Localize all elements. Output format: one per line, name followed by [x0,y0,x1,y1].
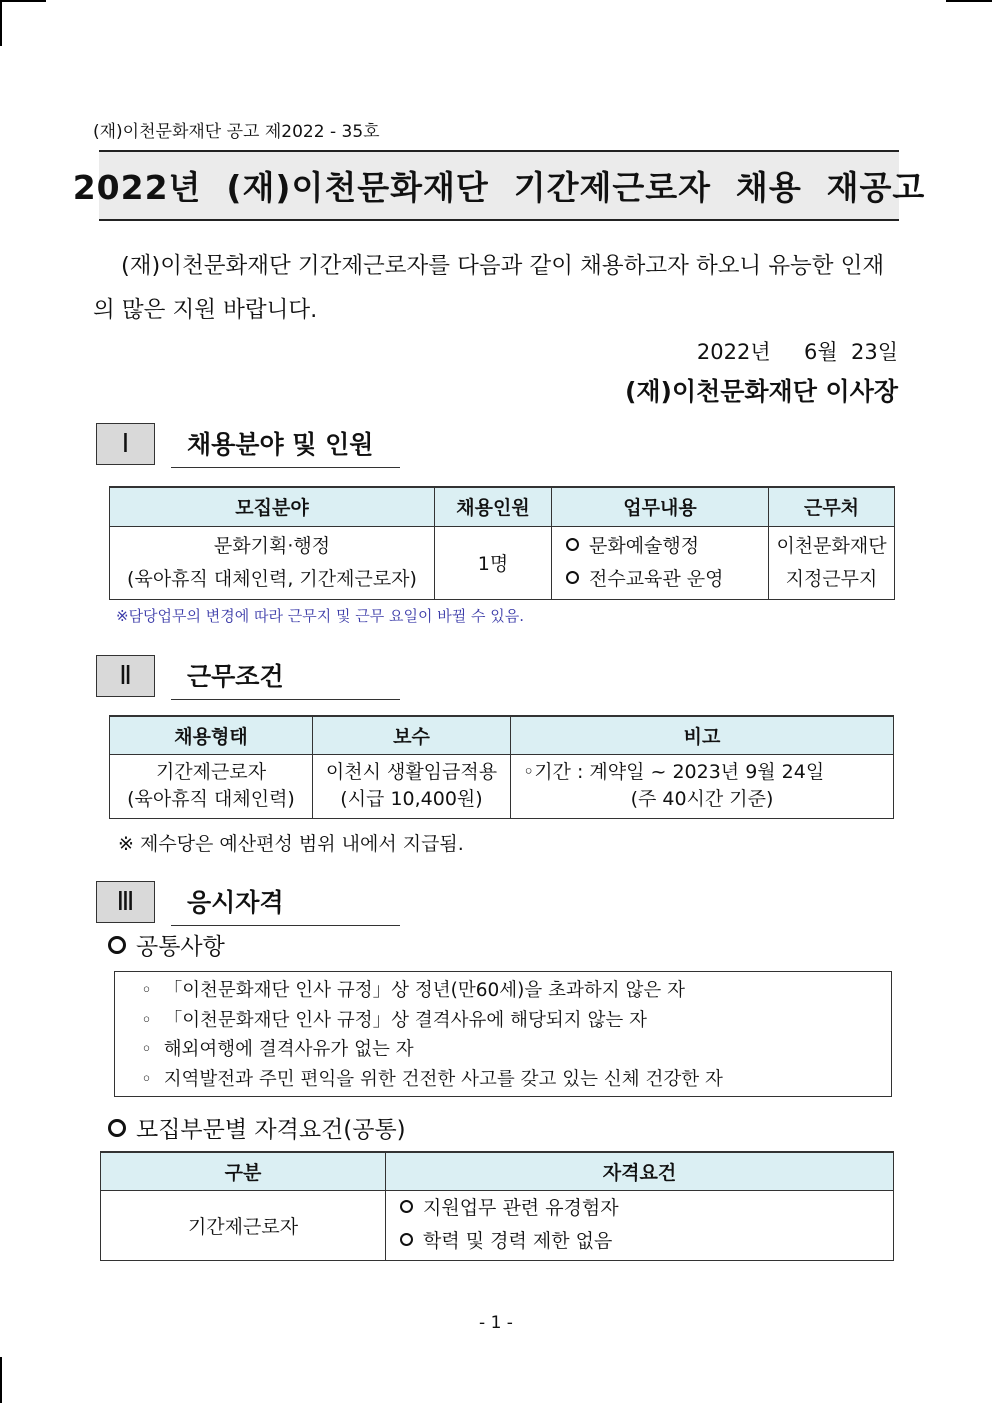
requirements-cell: 지원업무 관련 유경험자 학력 및 경력 제한 없음 [386,1190,894,1260]
work-conditions-table [109,715,894,819]
section1-note: ※담당업무의 변경에 따라 근무지 및 근무 요일이 바뀔 수 있음. [116,607,525,625]
list-item: ◦ 지역발전과 주민 편익을 위한 건전한 사고를 갖고 있는 신체 건강한 자 [141,1068,723,1090]
notice-date: 2022년 6월 23일 [696,340,898,364]
section2-note: ※ 제수당은 예산편성 범위 내에서 지급됨. [118,833,464,855]
circle-bullet-icon [566,571,579,584]
requirements-table [100,1151,894,1261]
corner-mark-bottom-left-v [0,1357,2,1403]
circle-bullet-icon [566,538,579,551]
col-header-type: 채용형태 [110,716,313,754]
remark-cell: ◦기간 : 계약일 ~ 2023년 9월 24일 (주 40시간 기준) [511,754,894,818]
col-header-category: 구분 [101,1152,386,1190]
type-cell: 기간제근로자 (육아휴직 대체인력) [110,754,313,818]
common-heading: 공통사항 [108,928,225,961]
corner-mark-top-right-h [946,0,992,2]
table-row [101,1190,894,1260]
col-header-workplace: 근무처 [769,487,895,526]
circle-bullet-icon [108,936,126,954]
pay-cell: 이천시 생활임금적용 (시급 10,400원) [313,754,511,818]
table-row [110,526,895,599]
col-header-remark: 비고 [511,716,894,754]
list-item: ◦ 해외여행에 결격사유가 없는 자 [141,1039,414,1060]
section1-title: 채용분야 및 인원 [171,425,400,468]
notice-number: (재)이천문화재단 공고 제2022 - 35호 [93,122,380,142]
title-banner [72,150,926,221]
section3-title: 응시자격 [171,883,400,926]
circle-bullet-icon [400,1200,413,1213]
col-header-field: 모집분야 [110,487,435,526]
page-number: - 1 - [479,1313,513,1333]
category-cell: 기간제근로자 [101,1190,386,1260]
workplace-cell: 이천문화재단 지정근무지 [769,526,895,599]
col-header-duties: 업무내용 [552,487,769,526]
count-cell: 1명 [435,526,552,599]
page-title: 2022년 (재)이천문화재단 기간제근로자 채용 재공고 [72,168,926,207]
col-header-pay: 보수 [313,716,511,754]
col-header-count: 채용인원 [435,487,552,526]
circle-bullet-icon [108,1119,126,1137]
signature: (재)이천문화재단 이사장 [624,377,898,406]
corner-mark-top-left-h [0,0,46,2]
field-cell: 문화기획·행정 (육아휴직 대체인력, 기간제근로자) [110,526,435,599]
duties-cell: 문화예술행정 전수교육관 운영 [552,526,769,599]
list-item: ◦ 「이천문화재단 인사 규정」상 정년(만60세)을 초과하지 않은 자 [141,980,685,1001]
intro-paragraph: (재)이천문화재단 기간제근로자를 다음과 같이 채용하고자 하오니 유능한 인재의 많은 지원 바랍니다. [93,253,885,323]
requirements-heading: 모집부문별 자격요건(공통) [108,1111,406,1144]
section3-number: Ⅲ [96,881,155,923]
circle-bullet-icon [400,1233,413,1246]
list-item: ◦ 「이천문화재단 인사 규정」상 결격사유에 해당되지 않는 자 [141,1009,648,1031]
recruitment-table [109,486,895,600]
col-header-requirements: 자격요건 [386,1152,894,1190]
section2-title: 근무조건 [171,657,400,700]
table-row [110,754,894,818]
corner-mark-top-left-v [0,0,2,46]
section2-number: Ⅱ [96,655,155,697]
section1-number: Ⅰ [96,423,155,465]
common-requirements-box [114,971,892,1097]
